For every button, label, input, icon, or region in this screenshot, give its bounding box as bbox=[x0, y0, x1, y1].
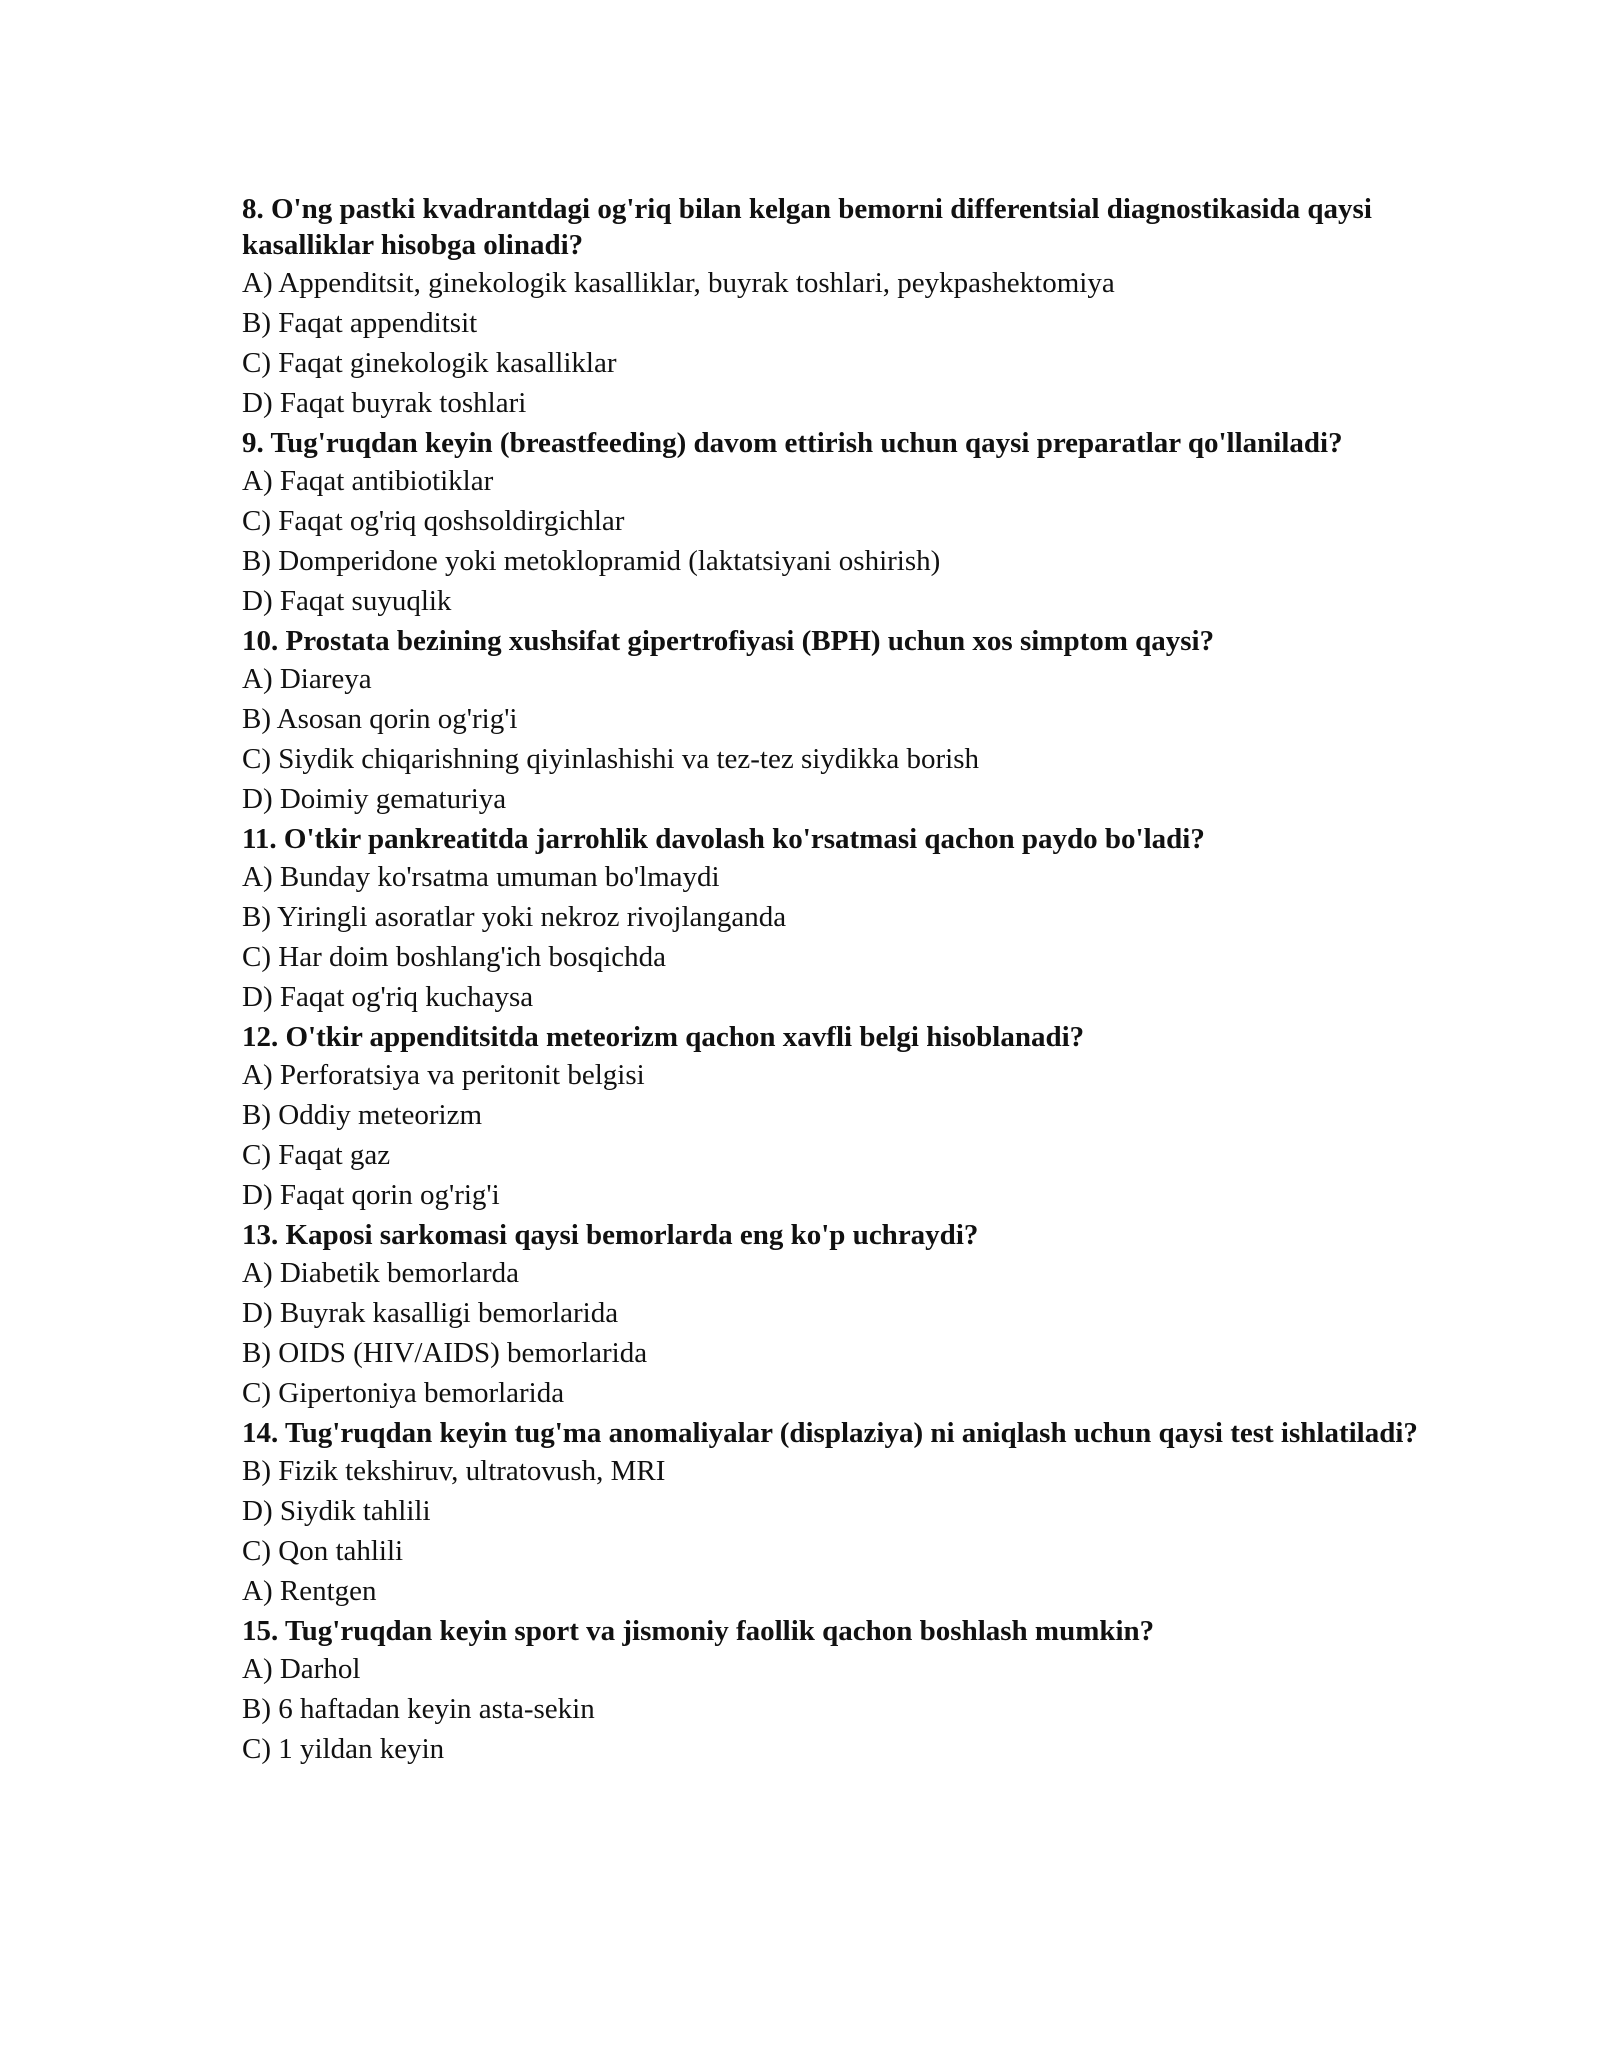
answer-option: A) Darhol bbox=[242, 1653, 361, 1685]
answer-option: A) Faqat antibiotiklar bbox=[242, 465, 494, 497]
answer-option: C) Faqat ginekologik kasalliklar bbox=[242, 347, 617, 379]
answer-option: D) Siydik tahlili bbox=[242, 1495, 431, 1527]
answer-option: B) Yiringli asoratlar yoki nekroz rivojlanganda bbox=[242, 901, 787, 933]
document-page bbox=[242, 189, 1422, 1769]
answer-option: B) OIDS (HIV/AIDS) bemorlarida bbox=[242, 1337, 648, 1369]
answer-option: C) 1 yildan keyin bbox=[242, 1733, 445, 1765]
answer-option: B) Fizik tekshiruv, ultratovush, MRI bbox=[242, 1455, 666, 1487]
answer-option: D) Buyrak kasalligi bemorlarida bbox=[242, 1297, 619, 1329]
answer-option: B) 6 haftadan keyin asta-sekin bbox=[242, 1693, 595, 1725]
answer-option: D) Doimiy gematuriya bbox=[242, 783, 507, 815]
question-title: 10. Prostata bezining xushsifat gipertrofiyasi (BPH) uchun xos simptom qaysi? bbox=[242, 625, 1215, 657]
answer-option: B) Faqat appenditsit bbox=[242, 307, 478, 339]
question-title: 15. Tug'ruqdan keyin sport va jismoniy faollik qachon boshlash mumkin? bbox=[242, 1615, 1155, 1647]
question-13 bbox=[242, 1215, 1422, 1413]
question-14 bbox=[242, 1413, 1422, 1611]
answer-option: C) Gipertoniya bemorlarida bbox=[242, 1377, 565, 1409]
answer-option: B) Oddiy meteorizm bbox=[242, 1099, 483, 1131]
answer-option: B) Asosan qorin og'rig'i bbox=[242, 703, 518, 735]
answer-option: D) Faqat qorin og'rig'i bbox=[242, 1179, 500, 1211]
answer-option: C) Har doim boshlang'ich bosqichda bbox=[242, 941, 667, 973]
answer-option: C) Qon tahlili bbox=[242, 1535, 404, 1567]
answer-option: A) Bunday ko'rsatma umuman bo'lmaydi bbox=[242, 861, 720, 893]
question-15 bbox=[242, 1611, 1422, 1769]
answer-option: A) Diareya bbox=[242, 663, 372, 695]
answer-option: A) Rentgen bbox=[242, 1575, 377, 1607]
answer-option: D) Faqat og'riq kuchaysa bbox=[242, 981, 534, 1013]
answer-option: A) Diabetik bemorlarda bbox=[242, 1257, 520, 1289]
question-title: 8. O'ng pastki kvadrantdagi og'riq bilan kelgan bemorni differentsial diagnostikasida qaysi kasalliklar hisobga olinadi? bbox=[242, 193, 1372, 261]
answer-option: C) Faqat og'riq qoshsoldirgichlar bbox=[242, 505, 625, 537]
question-title: 14. Tug'ruqdan keyin tug'ma anomaliyalar (displaziya) ni aniqlash uchun qaysi test ishlatiladi? bbox=[242, 1417, 1418, 1449]
answer-option: A) Appenditsit, ginekologik kasalliklar, buyrak toshlari, peykpashektomiya bbox=[242, 267, 1115, 299]
question-11 bbox=[242, 819, 1422, 1017]
question-12 bbox=[242, 1017, 1422, 1215]
question-title: 13. Kaposi sarkomasi qaysi bemorlarda eng ko'p uchraydi? bbox=[242, 1219, 979, 1251]
answer-option: C) Siydik chiqarishning qiyinlashishi va tez-tez siydikka borish bbox=[242, 743, 979, 775]
question-title: 11. O'tkir pankreatitda jarrohlik davolash ko'rsatmasi qachon paydo bo'ladi? bbox=[242, 823, 1205, 855]
answer-option: D) Faqat suyuqlik bbox=[242, 585, 452, 617]
question-title: 9. Tug'ruqdan keyin (breastfeeding) davom ettirish uchun qaysi preparatlar qo'llaniladi? bbox=[242, 427, 1343, 459]
answer-option: B) Domperidone yoki metoklopramid (laktatsiyani oshirish) bbox=[242, 545, 941, 577]
answer-option: A) Perforatsiya va peritonit belgisi bbox=[242, 1059, 645, 1091]
question-10 bbox=[242, 621, 1422, 819]
question-title: 12. O'tkir appenditsitda meteorizm qachon xavfli belgi hisoblanadi? bbox=[242, 1021, 1085, 1053]
answer-option: C) Faqat gaz bbox=[242, 1139, 391, 1171]
answer-option: D) Faqat buyrak toshlari bbox=[242, 387, 527, 419]
question-9 bbox=[242, 423, 1422, 621]
question-8 bbox=[242, 189, 1422, 423]
